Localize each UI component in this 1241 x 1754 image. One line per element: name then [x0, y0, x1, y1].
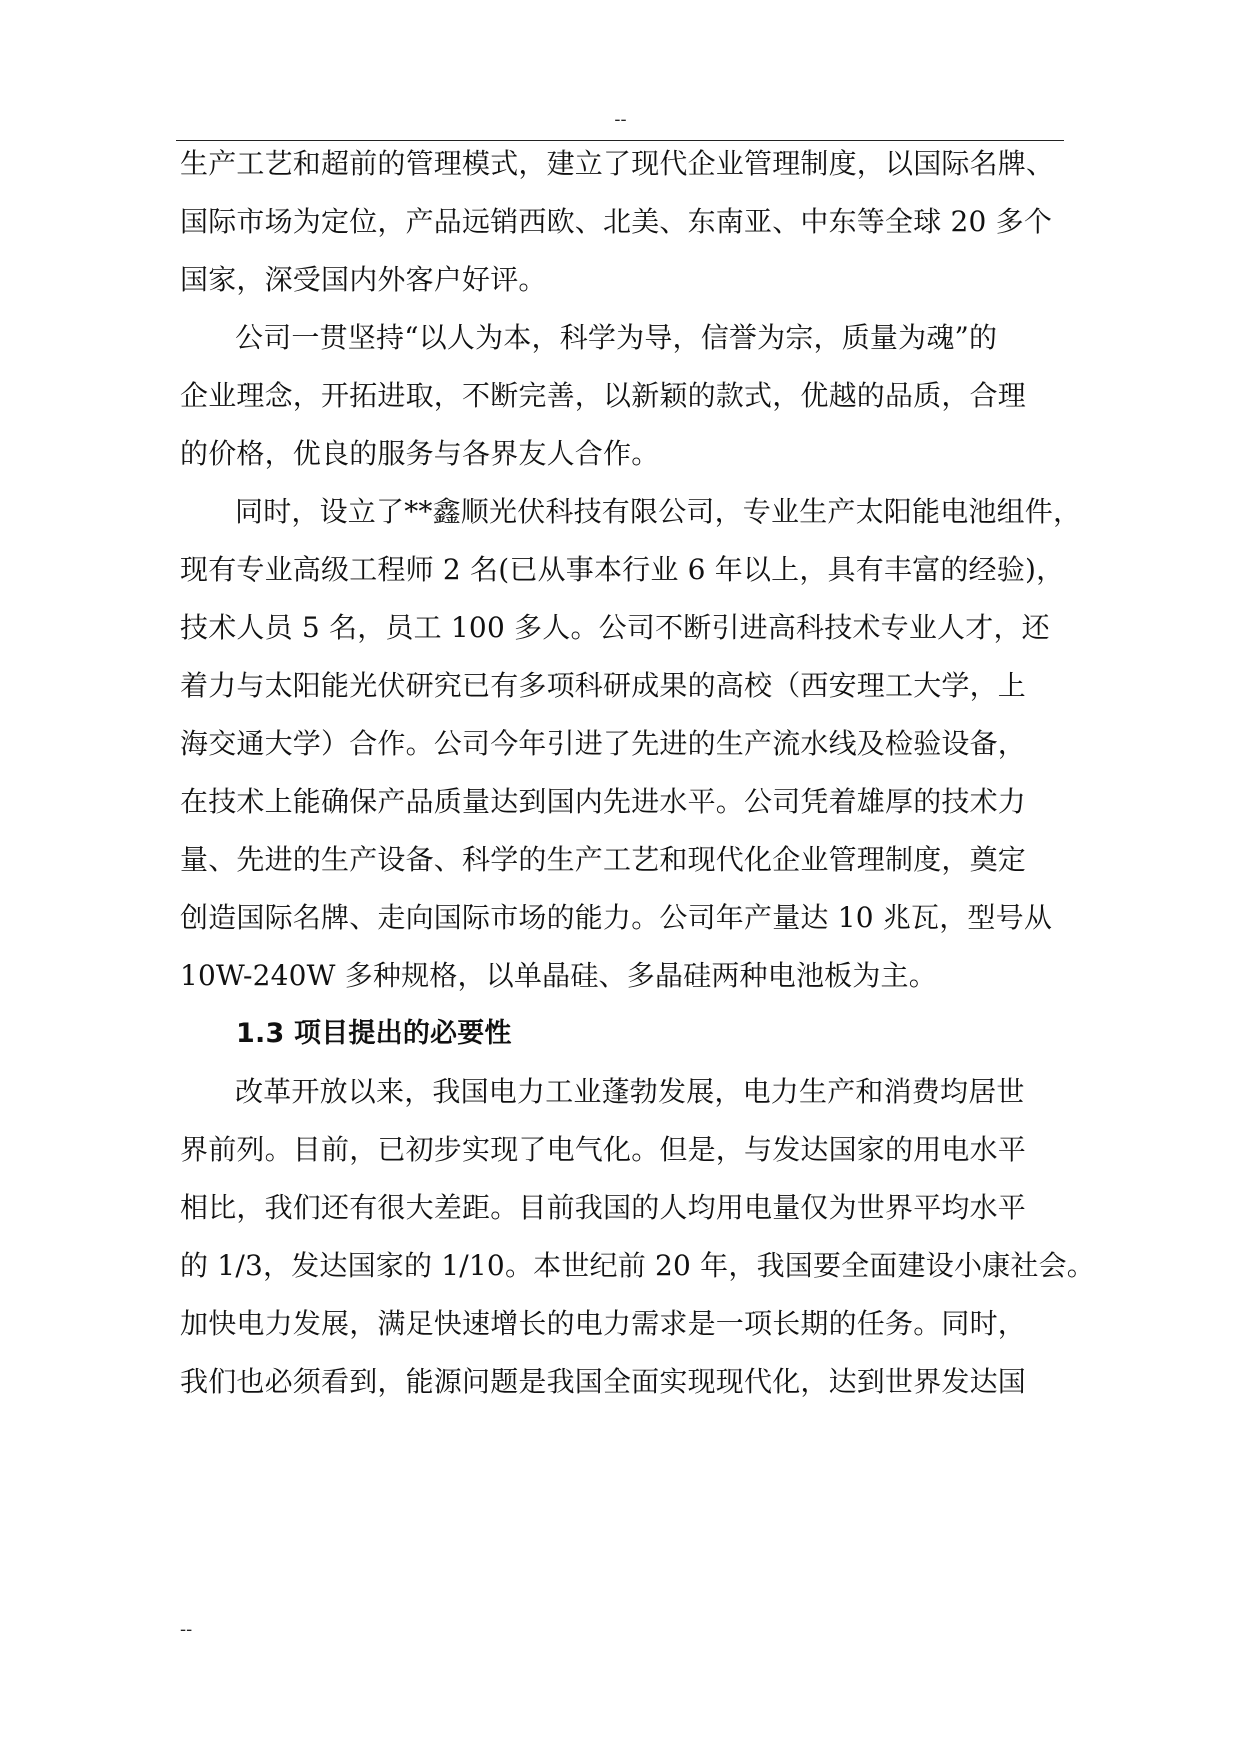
- body-text-line: 加快电力发展，满足快速增长的电力需求是一项长期的任务。同时，: [180, 1307, 1027, 1340]
- page-header-mark: --: [614, 109, 627, 130]
- body-text-line: 的 1/3，发达国家的 1/10。本世纪前 20 年，我国要全面建设小康社会。: [180, 1249, 1095, 1282]
- body-text-line: 量、先进的生产设备、科学的生产工艺和现代化企业管理制度，奠定: [180, 843, 1027, 876]
- body-text-line: 我们也必须看到，能源问题是我国全面实现现代化，达到世界发达国: [180, 1365, 1027, 1398]
- body-text-line: 10W-240W 多种规格，以单晶硅、多晶硅两种电池板为主。: [180, 959, 937, 992]
- body-text-line: 公司一贯坚持“以人为本，科学为导，信誉为宗，质量为魂”的: [235, 321, 998, 354]
- body-text-line: 国家，深受国内外客户好评。: [180, 263, 547, 296]
- body-text-line: 着力与太阳能光伏研究已有多项科研成果的高校（西安理工大学，上: [180, 669, 1027, 702]
- page-footer-mark: --: [180, 1619, 193, 1640]
- body-text-line: 技术人员 5 名，员工 100 多人。公司不断引进高科技术专业人才，还: [180, 611, 1050, 644]
- body-text-line: 的价格，优良的服务与各界友人合作。: [180, 437, 660, 470]
- body-text-line: 现有专业高级工程师 2 名(已从事本行业 6 年以上，具有丰富的经验)，: [180, 553, 1065, 586]
- body-text-line: 企业理念，开拓进取，不断完善，以新颖的款式，优越的品质，合理: [180, 379, 1027, 412]
- body-text-line: 创造国际名牌、走向国际市场的能力。公司年产量达 10 兆瓦，型号从: [180, 901, 1053, 934]
- body-text-line: 国际市场为定位，产品远销西欧、北美、东南亚、中东等全球 20 多个: [180, 205, 1053, 238]
- body-text-line: 同时，设立了**鑫顺光伏科技有限公司，专业生产太阳能电池组件，: [235, 495, 1082, 528]
- body-text-line: 相比，我们还有很大差距。目前我国的人均用电量仅为世界平均水平: [180, 1191, 1027, 1224]
- body-text-line: 生产工艺和超前的管理模式，建立了现代企业管理制度，以国际名牌、: [180, 147, 1055, 180]
- body-text-line: 在技术上能确保产品质量达到国内先进水平。公司凭着雄厚的技术力: [180, 785, 1027, 818]
- header-rule: [176, 140, 1064, 141]
- body-text-line: 海交通大学）合作。公司今年引进了先进的生产流水线及检验设备，: [180, 727, 1027, 760]
- body-text-line: 改革开放以来，我国电力工业蓬勃发展，电力生产和消费均居世: [235, 1075, 1025, 1108]
- body-text-line: 界前列。目前，已初步实现了电气化。但是，与发达国家的用电水平: [180, 1133, 1027, 1166]
- section-heading: 1.3 项目提出的必要性: [236, 1018, 512, 1049]
